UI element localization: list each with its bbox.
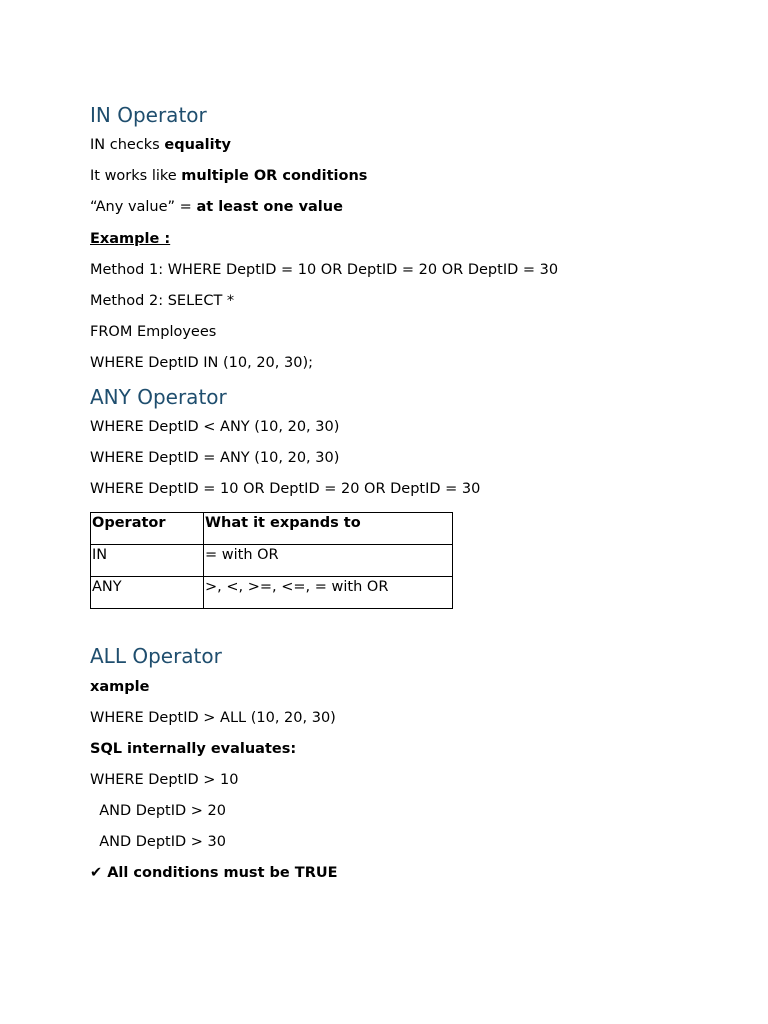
all-conclusion-line: ✔ All conditions must be TRUE [90,865,338,881]
all-eval-line-3: AND DeptID > 30 [90,834,226,850]
all-operator-heading: ALL Operator [90,644,222,668]
in-works-like-bold: multiple OR conditions [181,168,368,184]
table-row [91,577,453,609]
in-checks-line [90,135,231,155]
in-example-label: Example : [90,231,171,247]
table-header-cell: Operator [91,513,204,545]
table-row [91,545,453,577]
all-eval-line-2: AND DeptID > 20 [90,803,226,819]
all-eval-line-1: WHERE DeptID > 10 [90,772,239,788]
in-works-like-text: It works like [90,168,182,184]
in-where-line: WHERE DeptID IN (10, 20, 30); [90,355,313,371]
all-evaluates-label: SQL internally evaluates: [90,741,297,757]
in-checks-bold: equality [164,137,232,153]
table-header-cell: What it expands to [204,513,453,545]
any-line-2: WHERE DeptID = ANY (10, 20, 30) [90,450,340,466]
operator-table [90,512,453,609]
table-cell: ANY [91,577,204,609]
any-line-3: WHERE DeptID = 10 OR DeptID = 20 OR DeptID = 30 [90,481,481,497]
table-cell: IN [91,545,204,577]
in-operator-heading: IN Operator [90,103,207,127]
in-checks-text: IN checks [90,137,165,153]
in-any-value-line [90,197,343,217]
any-line-1: WHERE DeptID < ANY (10, 20, 30) [90,419,340,435]
in-any-value-text: “Any value” = [90,199,197,215]
in-method1-line: Method 1: WHERE DeptID = 10 OR DeptID = 20 OR DeptID = 30 [90,262,559,278]
in-any-value-bold: at least one value [196,199,343,215]
table-header-row [91,513,453,545]
table-cell: >, <, >=, <=, = with OR [204,577,453,609]
table-cell: = with OR [204,545,453,577]
any-operator-heading: ANY Operator [90,385,227,409]
all-example-label: xample [90,679,150,695]
in-from-line: FROM Employees [90,324,217,340]
in-works-like-line [90,166,367,186]
all-line-1: WHERE DeptID > ALL (10, 20, 30) [90,710,336,726]
in-method2-line: Method 2: SELECT * [90,293,235,309]
